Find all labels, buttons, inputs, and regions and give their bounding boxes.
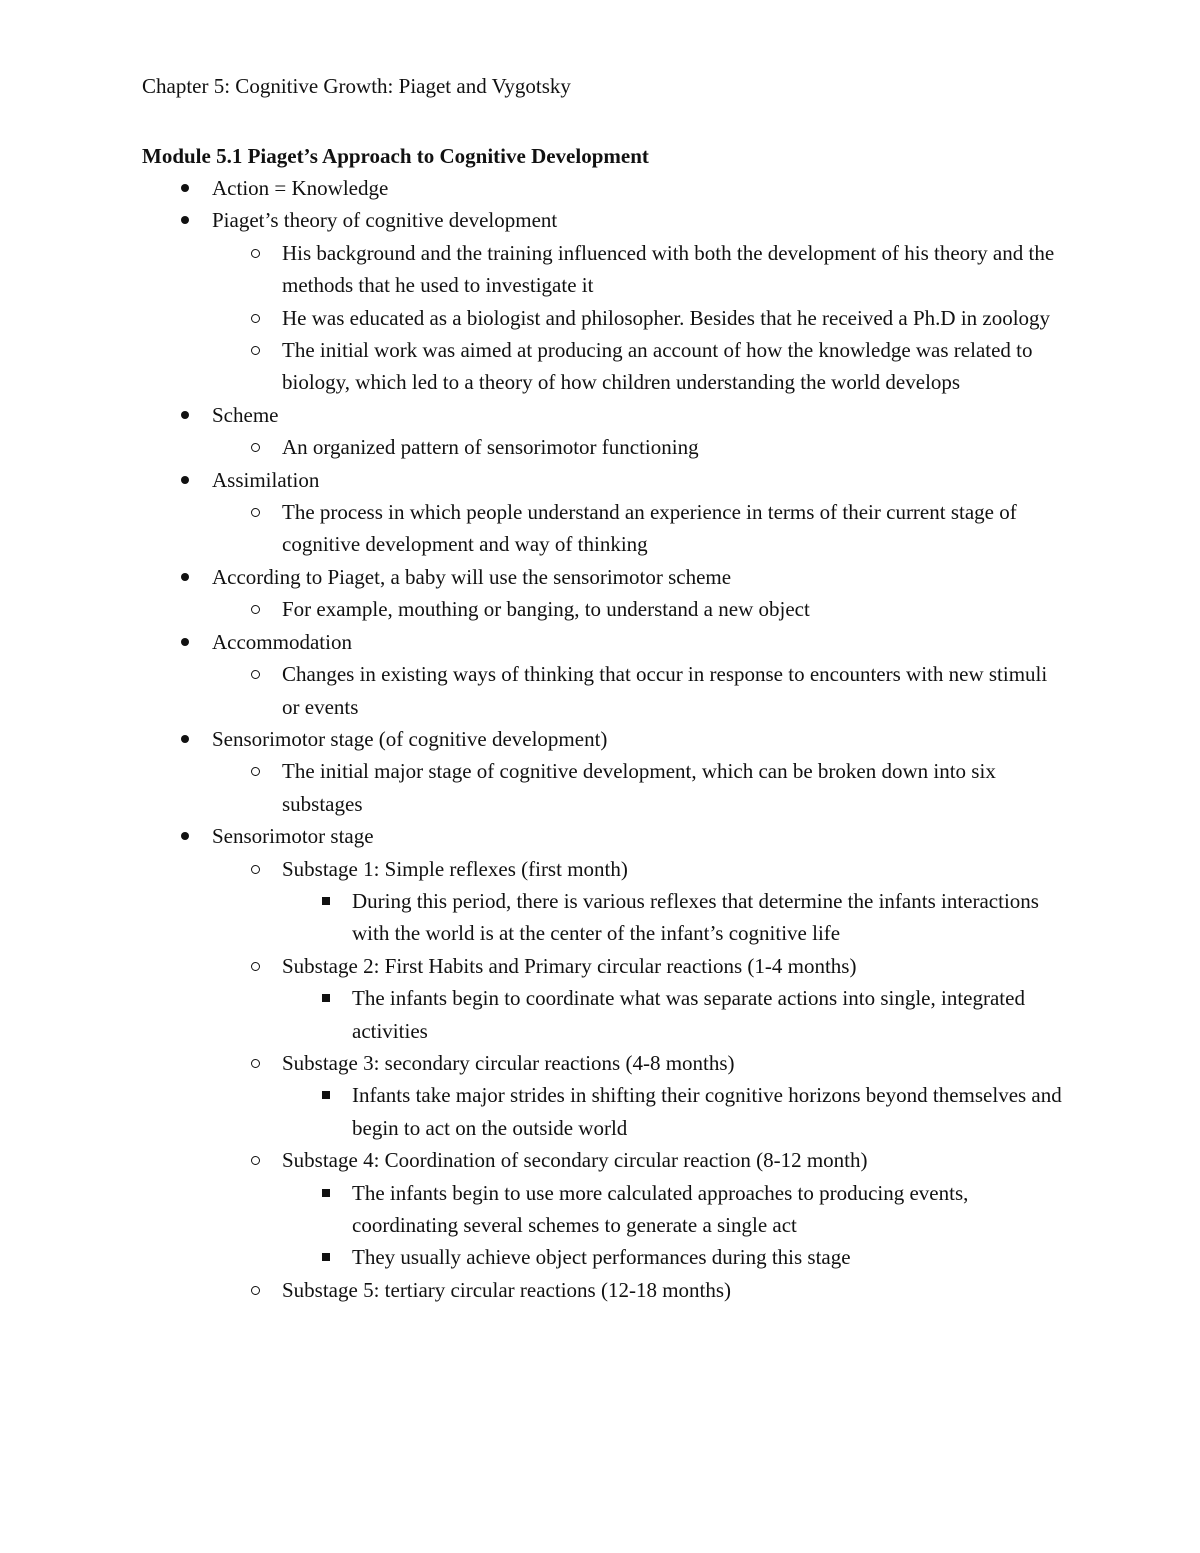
disc-bullet-icon bbox=[178, 561, 198, 593]
list-item-text: The initial major stage of cognitive development, which can be broken down into six substages bbox=[282, 759, 996, 816]
list-item-text: Sensorimotor stage bbox=[212, 824, 374, 849]
list-item-text: For example, mouthing or banging, to understand a new object bbox=[282, 597, 810, 622]
circle-bullet-icon bbox=[248, 755, 268, 787]
list-item-text: Changes in existing ways of thinking that occur in response to encounters with new stimuli or events bbox=[282, 662, 1048, 719]
list-item bbox=[142, 723, 1062, 820]
list-item bbox=[142, 561, 1062, 626]
list-item bbox=[282, 1177, 1062, 1242]
list-item bbox=[212, 431, 1062, 463]
list-item bbox=[212, 334, 1062, 399]
list-item-text: His background and the training influenced with both the development of his theory and the methods that he used to investigate it bbox=[282, 240, 1055, 298]
disc-bullet-icon bbox=[178, 820, 198, 852]
list-item bbox=[212, 950, 1062, 1047]
list-item-text: He was educated as a biologist and philosopher. Besides that he received a Ph.D in zoology bbox=[282, 305, 1051, 330]
list-item-text: Assimilation bbox=[212, 467, 320, 492]
document-page bbox=[142, 70, 1062, 1306]
nested-list bbox=[282, 982, 1062, 1047]
nested-list bbox=[212, 431, 1062, 463]
list-item bbox=[282, 1241, 1062, 1273]
nested-list bbox=[282, 1079, 1062, 1144]
list-item-text: During this period, there is various reflexes that determine the infants interactions with the world is at the center of the infant’s cognitive life bbox=[352, 888, 1039, 946]
list-item bbox=[212, 1047, 1062, 1144]
list-item-text: Sensorimotor stage (of cognitive development) bbox=[212, 726, 608, 751]
circle-bullet-icon bbox=[248, 593, 268, 625]
list-item-text: Accommodation bbox=[212, 629, 352, 654]
list-item-text: According to Piaget, a baby will use the sensorimotor scheme bbox=[212, 564, 732, 589]
nested-list bbox=[212, 853, 1062, 1307]
list-item-text: Substage 5: tertiary circular reactions (12-18 months) bbox=[282, 1277, 732, 1302]
list-item bbox=[212, 1274, 1062, 1306]
circle-bullet-icon bbox=[248, 302, 268, 334]
list-item bbox=[212, 496, 1062, 561]
list-item-text: The infants begin to coordinate what was separate actions into single, integrated activities bbox=[352, 986, 1025, 1043]
circle-bullet-icon bbox=[248, 431, 268, 463]
list-item bbox=[212, 1144, 1062, 1274]
circle-bullet-icon bbox=[248, 1144, 268, 1176]
list-item-text: Infants take major strides in shifting their cognitive horizons beyond themselves and begin to act on the outside world bbox=[352, 1083, 1062, 1140]
list-item bbox=[142, 626, 1062, 723]
list-item-text: They usually achieve object performances during this stage bbox=[352, 1245, 851, 1270]
nested-list bbox=[212, 496, 1062, 561]
disc-bullet-icon bbox=[178, 626, 198, 658]
circle-bullet-icon bbox=[248, 334, 268, 366]
square-bullet-icon bbox=[318, 982, 338, 1014]
module-title: Module 5.1 Piaget’s Approach to Cognitive Development bbox=[142, 144, 649, 168]
list-item bbox=[282, 1079, 1062, 1144]
list-item-text: Substage 3: secondary circular reactions (4-8 months) bbox=[282, 1050, 735, 1075]
list-item-text: Scheme bbox=[212, 402, 279, 427]
chapter-title: Chapter 5: Cognitive Growth: Piaget and Vygotsky bbox=[142, 74, 571, 98]
disc-bullet-icon bbox=[178, 723, 198, 755]
list-item bbox=[282, 885, 1062, 950]
list-item-text: Piaget’s theory of cognitive development bbox=[212, 208, 558, 233]
list-item bbox=[142, 172, 1062, 204]
list-item-text: The initial work was aimed at producing an account of how the knowledge was related to biology, which led to a theory of how children understanding the world develops bbox=[282, 338, 1033, 395]
list-item bbox=[282, 982, 1062, 1047]
list-item bbox=[212, 302, 1062, 334]
list-item bbox=[212, 237, 1062, 302]
list-item-text: The process in which people understand an experience in terms of their current stage of cognitive development and way of thinking bbox=[282, 500, 1017, 557]
square-bullet-icon bbox=[318, 1177, 338, 1209]
circle-bullet-icon bbox=[248, 950, 268, 982]
disc-bullet-icon bbox=[178, 172, 198, 204]
list-item-text: The infants begin to use more calculated approaches to producing events, coordinating several schemes to generate a single act bbox=[352, 1180, 969, 1237]
nested-list bbox=[212, 755, 1062, 820]
disc-bullet-icon bbox=[178, 399, 198, 431]
nested-list bbox=[282, 885, 1062, 950]
list-item-text: An organized pattern of sensorimotor functioning bbox=[282, 435, 699, 460]
list-item bbox=[212, 658, 1062, 723]
list-item bbox=[142, 399, 1062, 464]
nested-list bbox=[282, 1177, 1062, 1274]
list-item bbox=[142, 464, 1062, 561]
list-item-text: Substage 2: First Habits and Primary circular reactions (1-4 months) bbox=[282, 953, 857, 978]
outline-list bbox=[142, 172, 1062, 1306]
list-item-text: Substage 4: Coordination of secondary circular reaction (8-12 month) bbox=[282, 1148, 868, 1173]
circle-bullet-icon bbox=[248, 1047, 268, 1079]
list-item bbox=[142, 820, 1062, 1306]
list-item bbox=[212, 593, 1062, 625]
list-item-text: Action = Knowledge bbox=[212, 176, 389, 200]
disc-bullet-icon bbox=[178, 204, 198, 236]
list-item-text: Substage 1: Simple reflexes (first month) bbox=[282, 856, 628, 881]
circle-bullet-icon bbox=[248, 853, 268, 885]
circle-bullet-icon bbox=[248, 1274, 268, 1306]
list-item bbox=[212, 853, 1062, 950]
disc-bullet-icon bbox=[178, 464, 198, 496]
circle-bullet-icon bbox=[248, 658, 268, 690]
list-item bbox=[142, 204, 1062, 398]
nested-list bbox=[212, 593, 1062, 625]
nested-list bbox=[212, 237, 1062, 399]
square-bullet-icon bbox=[318, 1241, 338, 1273]
square-bullet-icon bbox=[318, 1079, 338, 1111]
nested-list bbox=[212, 658, 1062, 723]
square-bullet-icon bbox=[318, 885, 338, 917]
circle-bullet-icon bbox=[248, 237, 268, 269]
list-item bbox=[212, 755, 1062, 820]
circle-bullet-icon bbox=[248, 496, 268, 528]
